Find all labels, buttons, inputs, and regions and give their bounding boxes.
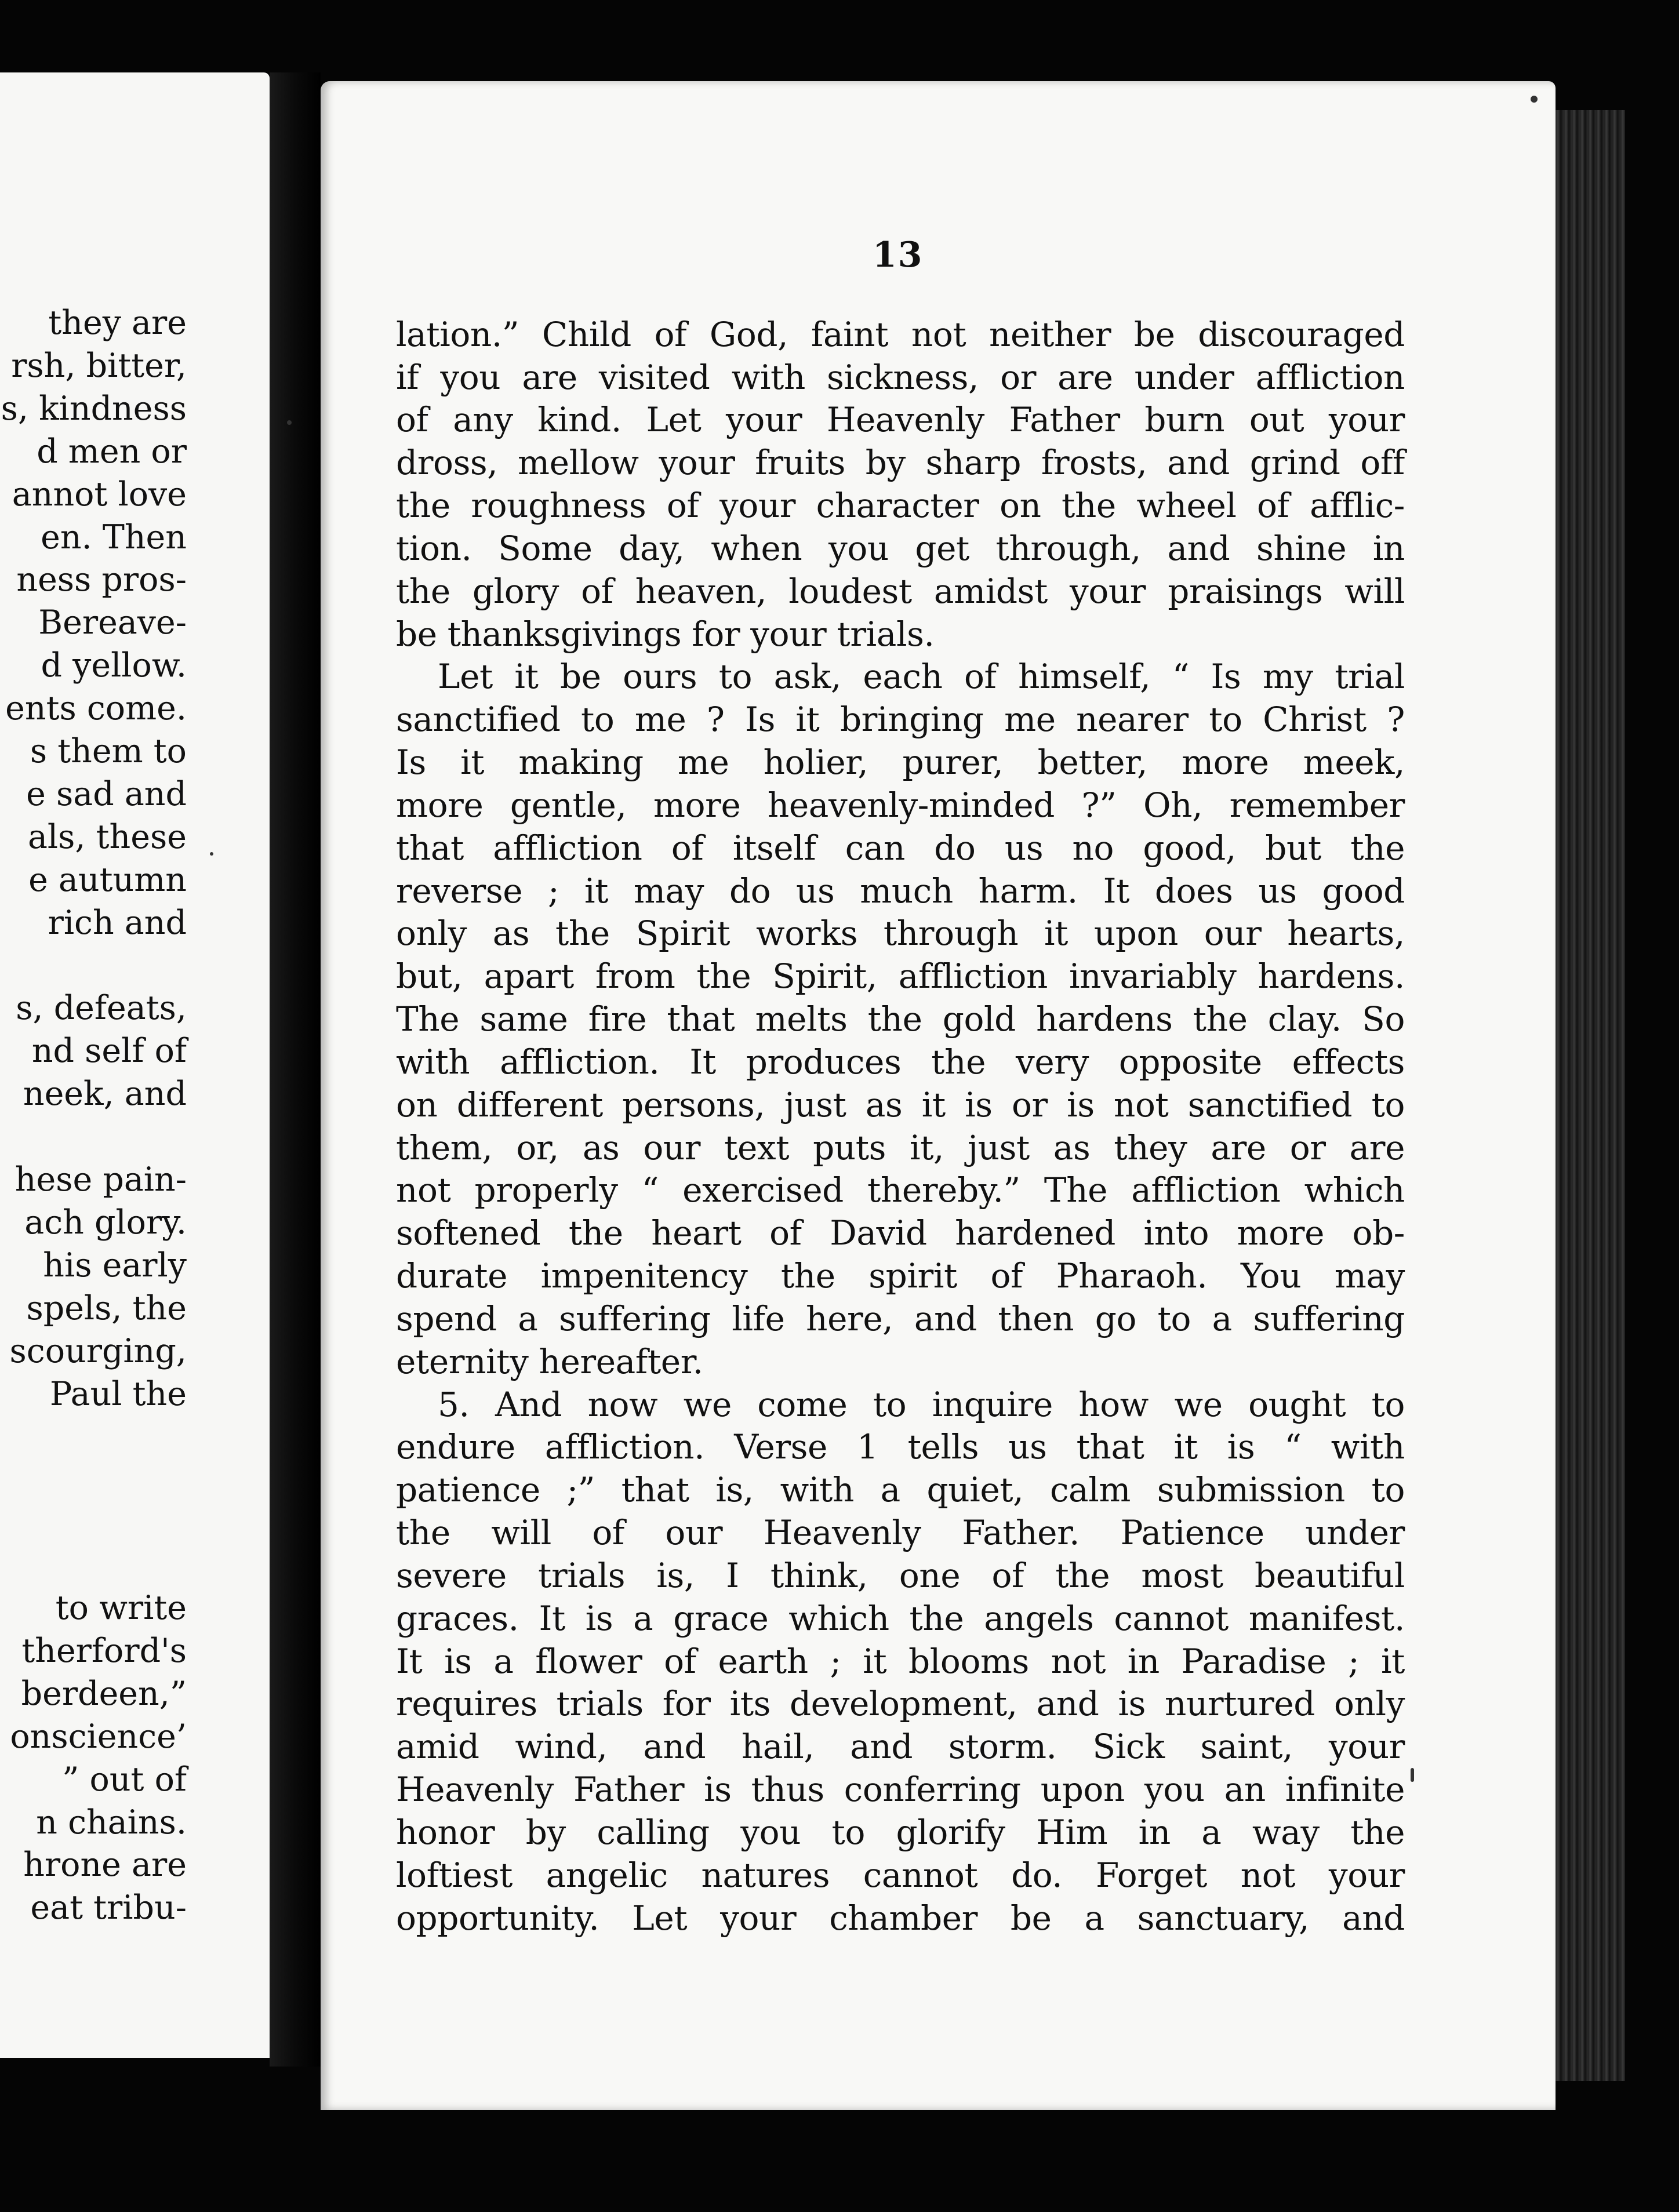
scan-speck	[1531, 96, 1538, 103]
text-line: dross, mellow your fruits by sharp frosts, and grind off	[396, 443, 1405, 482]
left-text-line: ach glory.	[24, 1203, 187, 1242]
text-line: reverse ; it may do us much harm. It does us good	[396, 871, 1405, 911]
text-line: eternity hereafter.	[396, 1342, 703, 1381]
left-text-line: annot love	[12, 475, 187, 514]
text-line: requires trials for its development, and is nurtured only	[396, 1684, 1405, 1723]
text-line: them, or, as our text puts it, just as they are or are	[396, 1128, 1405, 1167]
text-line: opportunity. Let your chamber be a sanctuary, and	[396, 1898, 1405, 1938]
left-text-line: scourging,	[9, 1331, 187, 1370]
text-line: 5. And now we come to inquire how we ought to	[438, 1385, 1405, 1424]
scan-speck	[210, 852, 213, 856]
left-text-line: rich and	[48, 903, 187, 942]
text-line: if you are visited with sickness, or are under affliction	[396, 358, 1405, 397]
left-text-line: ” out of	[62, 1760, 187, 1799]
left-text-line: onscience’	[10, 1717, 187, 1756]
left-text-line: s, defeats,	[16, 989, 187, 1028]
left-text-line: therford's	[21, 1631, 187, 1670]
text-line: lation.” Child of God, faint not neither be discouraged	[396, 315, 1405, 354]
left-text-line: nd self of	[31, 1032, 187, 1071]
left-text-line: ents come.	[5, 689, 187, 728]
text-line: durate impenitency the spirit of Pharaoh. You may	[396, 1256, 1405, 1296]
text-line: endure affliction. Verse 1 tells us that it is “ with	[396, 1427, 1405, 1467]
left-text-line: neek, and	[23, 1075, 187, 1114]
left-text-line: rsh, bitter,	[11, 346, 187, 385]
text-line: It is a flower of earth ; it blooms not in Paradise ; it	[396, 1642, 1405, 1681]
scan-speck	[287, 420, 292, 425]
left-text-line: hese pain-	[14, 1160, 187, 1199]
left-text-line: en. Then	[41, 518, 187, 556]
text-line: The same fire that melts the gold hardens the clay. So	[396, 999, 1405, 1039]
text-line: honor by calling you to glorify Him in a way the	[396, 1813, 1405, 1852]
left-text-line: Paul the	[49, 1374, 187, 1413]
left-text-line: berdeen,”	[21, 1674, 187, 1713]
text-line: Is it making me holier, purer, better, more meek,	[396, 743, 1405, 782]
text-line: with affliction. It produces the very opposite effects	[396, 1042, 1405, 1082]
left-text-line: hrone are	[23, 1846, 187, 1884]
text-line: only as the Spirit works through it upon our hearts,	[396, 914, 1405, 953]
text-line: severe trials is, I think, one of the most beautiful	[396, 1556, 1405, 1595]
left-text-line: e sad and	[26, 774, 187, 813]
text-line: that affliction of itself can do us no good, but the	[396, 828, 1405, 868]
text-line: the will of our Heavenly Father. Patience under	[396, 1513, 1405, 1552]
left-text-line: to write	[55, 1589, 187, 1627]
text-line: patience ;” that is, with a quiet, calm submission to	[396, 1470, 1405, 1509]
text-line: softened the heart of David hardened into more ob-	[396, 1213, 1405, 1253]
left-text-line: Bereave-	[38, 603, 187, 642]
page-edges	[1556, 110, 1625, 2081]
left-text-line: s them to	[30, 732, 187, 770]
text-line: sanctified to me ? Is it bringing me nearer to Christ ?	[396, 700, 1405, 739]
left-facing-page	[0, 72, 270, 2058]
text-line: on different persons, just as it is or is not sanctified to	[396, 1085, 1405, 1125]
text-line: of any kind. Let your Heavenly Father burn out your	[396, 400, 1405, 439]
left-text-line: d yellow.	[41, 646, 187, 685]
text-line: amid wind, and hail, and storm. Sick saint, your	[396, 1727, 1405, 1766]
text-line: not properly “ exercised thereby.” The affliction which	[396, 1170, 1405, 1210]
left-text-line: ness pros-	[16, 561, 187, 599]
text-line: loftiest angelic natures cannot do. Forget not your	[396, 1856, 1405, 1895]
left-text-line: eat tribu-	[30, 1889, 187, 1927]
text-line: the roughness of your character on the wheel of afflic-	[396, 486, 1405, 525]
left-text-line: his early	[43, 1246, 187, 1285]
text-line: tion. Some day, when you get through, and shine in	[396, 529, 1405, 568]
text-line: be thanksgivings for your trials.	[396, 614, 935, 654]
text-line: Let it be ours to ask, each of himself, “ Is my trial	[438, 657, 1405, 696]
left-text-line: s, kindness	[1, 389, 187, 428]
book-gutter	[270, 72, 321, 2067]
left-text-line: spels, the	[26, 1289, 187, 1327]
text-line: Heavenly Father is thus conferring upon you an infinite	[396, 1770, 1405, 1809]
left-text-line: e autumn	[28, 860, 187, 899]
text-line: but, apart from the Spirit, affliction invariably hardens.	[396, 956, 1405, 996]
text-line: spend a suffering life here, and then go to a suffering	[396, 1299, 1405, 1338]
left-text-line: n chains.	[36, 1803, 187, 1842]
page-number: 13	[873, 235, 924, 275]
left-text-line: they are	[48, 304, 187, 342]
text-line: graces. It is a grace which the angels cannot manifest.	[396, 1599, 1405, 1638]
text-line: the glory of heaven, loudest amidst your praisings will	[396, 572, 1405, 611]
scan-speck	[1411, 1768, 1414, 1782]
text-line: more gentle, more heavenly-minded ?” Oh, remember	[396, 785, 1405, 825]
left-text-line: als, these	[27, 817, 187, 856]
left-text-line: d men or	[37, 432, 187, 471]
